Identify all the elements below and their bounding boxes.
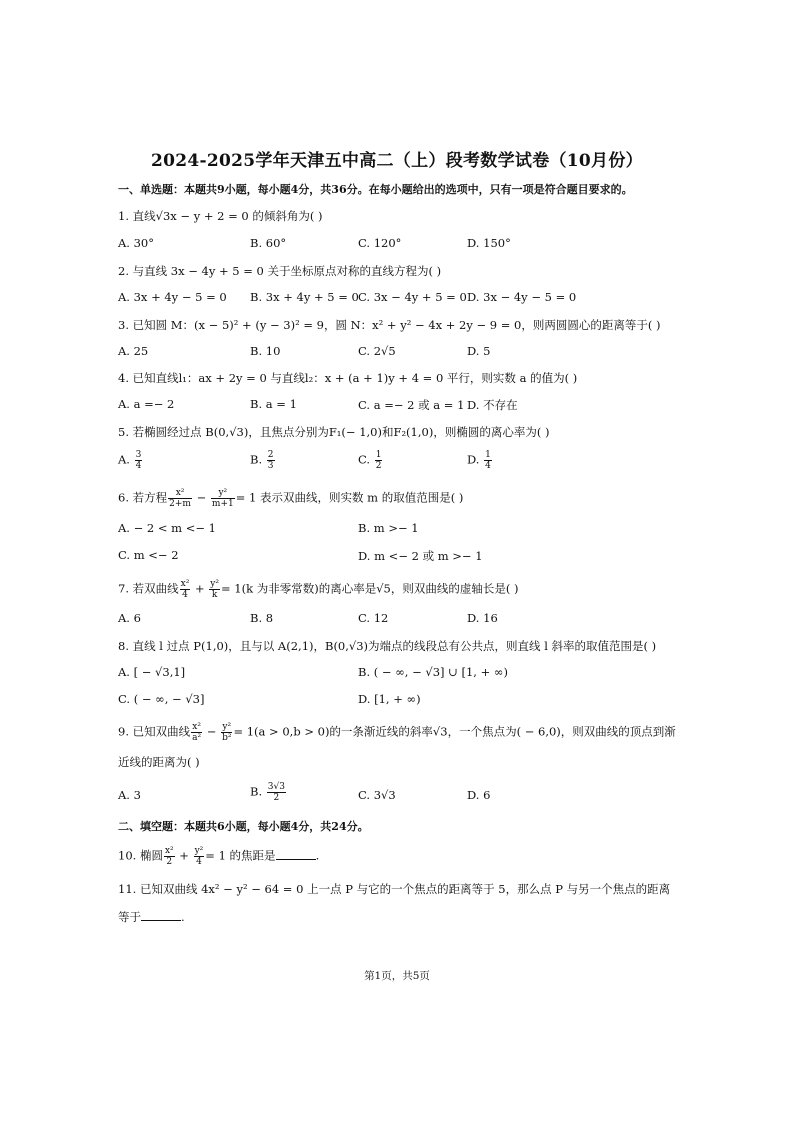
- q8-option-c: C. ( − ∞, − √3]: [118, 692, 205, 706]
- q2-option-d: D. 3x − 4y − 5 = 0: [467, 290, 577, 304]
- q5-option-b-label: B.: [250, 452, 266, 467]
- question-11-stem-cont: 等于 .: [118, 910, 185, 924]
- q5-option-a-label: A.: [118, 452, 134, 467]
- q5-option-b-fraction: $\frac{2}{3}$: [267, 450, 274, 471]
- question-2-stem: 2. 与直线 3x − 4y + 5 = 0 关于坐标原点对称的直线方程为( ): [118, 264, 442, 278]
- q1-option-b: B. 60°: [250, 236, 287, 250]
- q6-option-a: A. − 2 < m <− 1: [118, 521, 216, 535]
- question-3-stem: 3. 已知圆 M：(x − 5)² + (y − 3)² = 9，圆 N：x² + y² − 4x + 2y − 9 = 0，则两圆圆心的距离等于( ): [118, 318, 661, 332]
- page-title: 2024-2025学年天津五中高二（上）段考数学试卷（10月份）: [151, 151, 643, 171]
- q7-option-c: C. 12: [358, 611, 389, 625]
- question-11-stem: 11. 已知双曲线 4x² − y² − 64 = 0 上一点 P 与它的一个焦点的距离等于 5，那么点 P 与另一个焦点的距离: [118, 882, 671, 896]
- q5-option-c-fraction: $\frac{1}{2}$: [375, 450, 382, 471]
- q6-option-c: C. m <− 2: [118, 548, 179, 562]
- q6-fraction-1: $\frac{\text{x²}}{2+m}$: [169, 488, 191, 509]
- q9-option-d: D. 6: [467, 788, 491, 802]
- q5-option-a-fraction: $\frac{3}{4}$: [135, 450, 142, 471]
- q1-option-a: A. 30°: [118, 236, 154, 250]
- q3-option-b: B. 10: [250, 344, 281, 358]
- answer-blank: [276, 849, 316, 860]
- question-1-stem: 1. 直线√3x − y + 2 = 0 的倾斜角为( ): [118, 209, 323, 223]
- q5-option-c-label: C.: [358, 452, 374, 467]
- question-7-stem: 7. 若双曲线 $\frac{\text{x²}}{4}$ + $\frac{\text{y²}}{k}$ = 1(k 为非零常数)的离心率是√5，则双曲线的虚轴长是( ): [118, 579, 519, 600]
- q8-option-a: A. [ − √3,1]: [118, 665, 186, 679]
- q5-option-b: [250, 450, 276, 471]
- question-9-stem: 9. 已知双曲线 $\frac{\text{x²}}{\text{a²}}$ − $\frac{\text{y²}}{\text{b²}}$ = 1(a > 0,b > 0)的一条渐近线的斜率√3，一个焦点为( − 6,0)，则双曲线的顶点到渐: [118, 722, 676, 743]
- answer-blank: [141, 910, 181, 921]
- q7-option-d: D. 16: [467, 611, 498, 625]
- q4-option-d: D. 不存在: [467, 398, 518, 412]
- section-heading-fill-in: 二、填空题：本题共6小题，每小题4分，共24分。: [118, 820, 369, 833]
- q9-option-b: [250, 782, 287, 803]
- q2-option-c: C. 3x − 4y + 5 = 0: [358, 290, 467, 304]
- q9-fraction-1: $\frac{\text{x²}}{\text{a²}}$: [192, 722, 202, 743]
- q1-option-d: D. 150°: [467, 236, 511, 250]
- q7-option-b: B. 8: [250, 611, 274, 625]
- q9-option-a: A. 3: [118, 788, 141, 802]
- q3-option-c: C. 2√5: [358, 344, 396, 358]
- question-5-stem: 5. 若椭圆经过点 B(0,√3)，且焦点分别为F₁(− 1,0)和F₂(1,0)，则椭圆的离心率为( ): [118, 425, 550, 439]
- question-6-stem: 6. 若方程 $\frac{\text{x²}}{2+m}$ − $\frac{\text{y²}}{m+1}$ = 1 表示双曲线，则实数 m 的取值范围是( ): [118, 488, 464, 509]
- question-8-stem: 8. 直线 l 过点 P(1,0)，且与以 A(2,1)，B(0,√3)为端点的线段总有公共点，则直线 l 斜率的取值范围是( ): [118, 639, 657, 653]
- q5-option-c: [358, 450, 383, 471]
- q5-option-d-label: D.: [467, 452, 484, 467]
- q5-option-d: [467, 450, 493, 471]
- q6-option-d: D. m <− 2 或 m >− 1: [358, 549, 483, 563]
- question-4-stem: 4. 已知直线l₁：ax + 2y = 0 与直线l₂：x + (a + 1)y + 4 = 0 平行，则实数 a 的值为( ): [118, 371, 578, 385]
- q2-option-b: B. 3x + 4y + 5 = 0: [250, 290, 359, 304]
- q2-option-a: A. 3x + 4y − 5 = 0: [118, 290, 227, 304]
- q5-option-a: [118, 450, 143, 471]
- q7-fraction-1: $\frac{\text{x²}}{4}$: [180, 579, 190, 600]
- q4-option-c: C. a =− 2 或 a = 1: [358, 398, 465, 412]
- q4-option-a: A. a =− 2: [118, 397, 175, 411]
- q6-fraction-2: $\frac{\text{y²}}{m+1}$: [211, 488, 234, 509]
- page-footer: 第1页，共5页: [364, 970, 430, 982]
- q9-option-c: C. 3√3: [358, 788, 396, 802]
- q5-option-d-fraction: $\frac{1}{4}$: [485, 450, 491, 471]
- q9-fraction-2: $\frac{\text{y²}}{\text{b²}}$: [222, 722, 232, 743]
- q4-option-b: B. a = 1: [250, 397, 297, 411]
- q10-fraction-2: $\frac{\text{y²}}{4}$: [194, 846, 204, 867]
- q3-option-a: A. 25: [118, 344, 149, 358]
- q9-option-b-label: B.: [250, 784, 266, 799]
- q7-option-a: A. 6: [118, 611, 141, 625]
- q10-fraction-1: $\frac{\text{x²}}{2}$: [164, 846, 174, 867]
- q7-fraction-2: $\frac{\text{y²}}{k}$: [210, 579, 219, 600]
- q9-option-b-fraction: $\frac{3√3}{2}$: [267, 782, 285, 803]
- q6-option-b: B. m >− 1: [358, 521, 419, 535]
- q8-option-d: D. [1, + ∞): [358, 692, 421, 706]
- q1-option-c: C. 120°: [358, 236, 402, 250]
- question-10-stem: 10. 椭圆 $\frac{\text{x²}}{2}$ + $\frac{\text{y²}}{4}$ = 1 的焦距是 .: [118, 846, 320, 867]
- question-9-stem-cont: 近线的距离为( ): [118, 755, 200, 769]
- section-heading-single-choice: 一、单选题：本题共9小题，每小题4分，共36分。在每小题给出的选项中，只有一项是符合题目要求的。: [118, 183, 633, 196]
- q3-option-d: D. 5: [467, 344, 491, 358]
- q8-option-b: B. ( − ∞, − √3] ∪ [1, + ∞): [358, 665, 508, 679]
